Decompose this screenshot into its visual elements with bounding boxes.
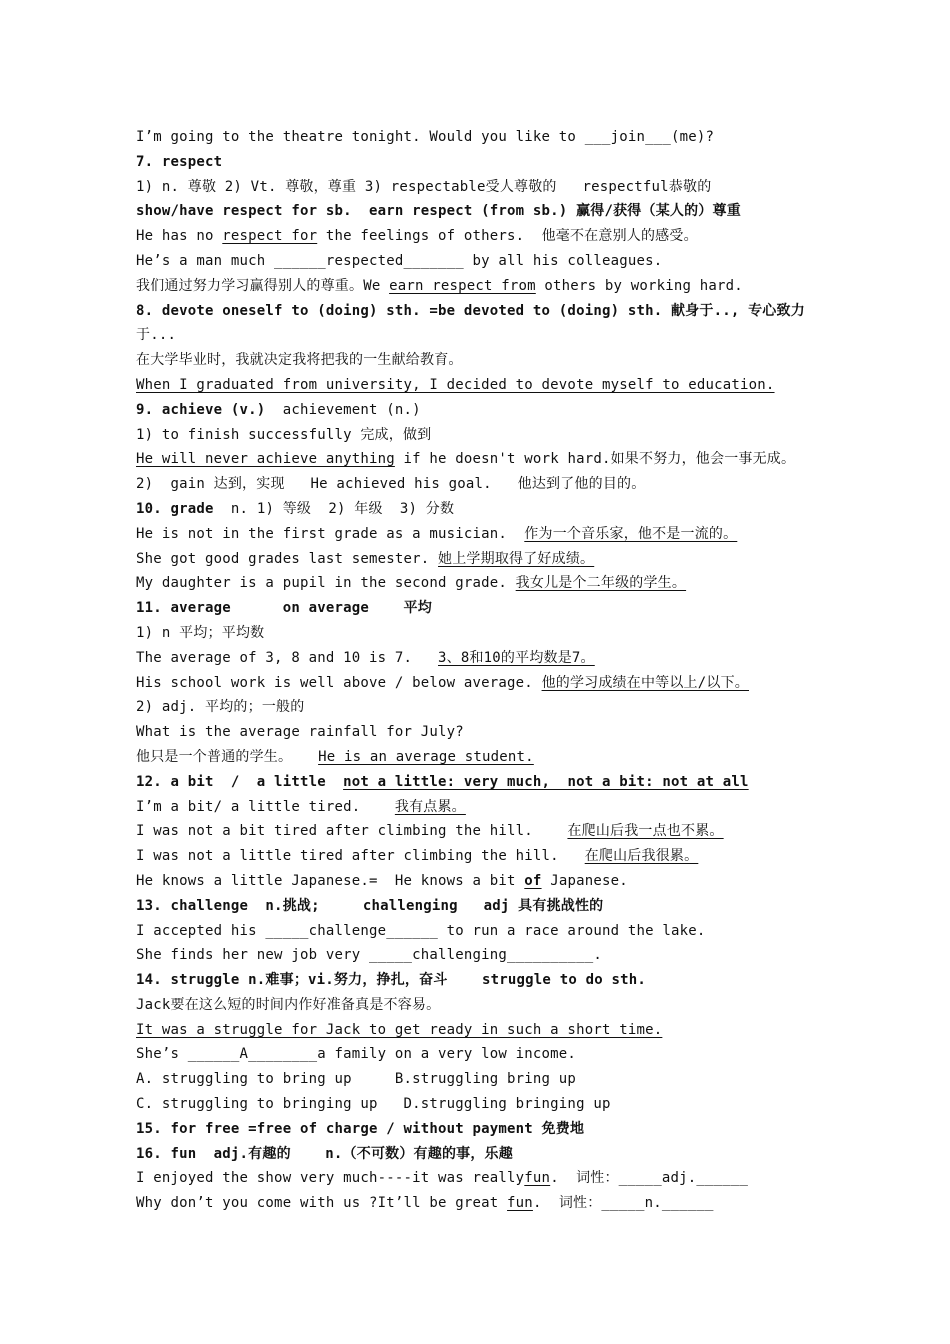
section-heading — [136, 894, 826, 919]
text-line — [136, 646, 826, 671]
text-line — [136, 249, 826, 274]
text-segment: It was a struggle for Jack to get ready in such a short time. — [136, 1021, 663, 1038]
text-segment: I was not a little tired after climbing the hill. — [136, 848, 585, 865]
text-segment: 3、8和10的平均数是7。 — [438, 649, 595, 666]
text-segment: He has no — [136, 228, 223, 245]
text-segment: 在大学毕业时，我就决定我将把我的一生献给教育。 — [136, 352, 463, 369]
text-line — [136, 1191, 826, 1216]
text-segment: She got good grades last semester. — [136, 550, 439, 567]
text-segment: 9. achieve (v.) — [136, 401, 266, 418]
text-segment: fun — [524, 1170, 551, 1187]
text-segment: I enjoyed the show very much----it was really — [136, 1170, 525, 1187]
text-line — [136, 1067, 826, 1092]
text-line — [136, 398, 826, 423]
text-segment: He knows a little Japanese.= He knows a bit — [136, 872, 525, 889]
text-segment: of — [524, 872, 542, 889]
text-line — [136, 1042, 826, 1067]
text-segment: Jack要在这么短的时间内作好准备真是不容易。 — [136, 996, 441, 1013]
text-segment: 于... — [136, 327, 177, 344]
text-segment: When I graduated from university, I decided to devote myself to education. — [136, 376, 775, 393]
section-heading — [136, 1142, 826, 1167]
text-segment: 8. devote oneself to (doing) sth. =be devoted to (doing) sth. 献身于.., 专心致力 — [136, 302, 805, 319]
text-line — [136, 348, 826, 373]
text-line — [136, 323, 826, 348]
text-segment: 15. for free =free of charge / without payment 免费地 — [136, 1120, 585, 1137]
text-segment: fun — [507, 1195, 533, 1212]
text-segment: achievement (n.) — [265, 401, 421, 418]
text-segment: show/have respect for sb. earn respect (from sb.) 赢得/获得（某人的）尊重 — [136, 203, 741, 220]
document-body — [136, 125, 826, 1216]
text-segment: I was not a bit tired after climbing the hill. — [136, 823, 568, 840]
text-segment: 1) to finish successfully 完成，做到 — [136, 426, 432, 443]
text-segment: My daughter is a pupil in the second grade. — [136, 575, 516, 592]
text-line — [136, 274, 826, 299]
text-segment: . 词性：_____n.______ — [532, 1195, 714, 1212]
text-line — [136, 993, 826, 1018]
text-segment: Why don’t you come with us ?It’ll be great — [136, 1195, 508, 1212]
text-line — [136, 224, 826, 249]
text-line — [136, 943, 826, 968]
text-line — [136, 1092, 826, 1117]
text-segment: not a little: very much, not a bit: not at all — [343, 773, 749, 790]
text-segment: I’m going to the theatre tonight. Would you like to ___join___(me)? — [136, 129, 715, 145]
text-segment: 在爬山后我一点也不累。 — [567, 823, 724, 840]
text-segment: 14. struggle n.难事；vi.努力，挣扎，奋斗 struggle to do sth. — [136, 972, 646, 989]
text-segment: 她上学期取得了好成绩。 — [438, 550, 595, 567]
text-segment: the feelings of others. 他毫不在意别人的感受。 — [317, 228, 698, 245]
text-segment: 他只是一个普通的学生。 — [136, 748, 319, 765]
text-line — [136, 472, 826, 497]
text-segment: 7. respect — [136, 153, 223, 170]
section-heading — [136, 596, 826, 621]
text-line — [136, 175, 826, 200]
text-segment: She finds her new job very _____challenging__________. — [136, 947, 602, 964]
text-line — [136, 621, 826, 646]
text-segment: 16. fun adj.有趣的 n.（不可数）有趣的事，乐趣 — [136, 1145, 513, 1162]
text-segment: n. 1) 等级 2) 年级 3) 分数 — [213, 500, 455, 517]
text-segment: 作为一个音乐家，他不是一流的。 — [524, 525, 738, 542]
text-segment: earn respect from — [389, 277, 536, 294]
text-line — [136, 571, 826, 596]
text-line — [136, 795, 826, 820]
text-line — [136, 720, 826, 745]
section-heading — [136, 150, 826, 175]
text-line — [136, 819, 826, 844]
text-segment: I accepted his _____challenge______ to run a race around the lake. — [136, 922, 706, 939]
text-segment: 2) adj. 平均的；一般的 — [136, 699, 305, 716]
text-segment: A. struggling to bring up B.struggling bring up — [136, 1071, 577, 1088]
text-line — [136, 695, 826, 720]
section-heading — [136, 199, 826, 224]
text-segment: Japanese. — [541, 872, 628, 889]
text-segment: 10. grade — [136, 500, 214, 517]
text-segment: What is the average rainfall for July? — [136, 724, 464, 741]
text-line — [136, 919, 826, 944]
text-line — [136, 125, 826, 150]
text-segment: respect for — [222, 228, 318, 245]
text-line — [136, 447, 826, 472]
text-segment: 我女儿是个二年级的学生。 — [515, 575, 687, 592]
text-segment: 1) n 平均；平均数 — [136, 624, 265, 641]
text-segment: others by working hard. — [535, 277, 743, 294]
text-segment: 2) gain 达到，实现 He achieved his goal. 他达到了他的目的。 — [136, 476, 646, 493]
text-segment: The average of 3, 8 and 10 is 7. — [136, 649, 439, 666]
text-segment: His school work is well above / below average. — [136, 674, 542, 691]
text-segment: 13. challenge n.挑战; challenging adj 具有挑战性的 — [136, 897, 604, 914]
text-segment: He is an average student. — [318, 748, 534, 765]
text-segment: 1) n. 尊敬 2) Vt. 尊敬，尊重 3) respectable受人尊敬的 respectful恭敬的 — [136, 178, 712, 195]
text-segment: 11. average on average 平均 — [136, 600, 432, 617]
text-line — [136, 522, 826, 547]
text-segment: He’s a man much ______respected_______ by all his colleagues. — [136, 252, 663, 269]
text-line — [136, 745, 826, 770]
text-segment: I’m a bit/ a little tired. — [136, 798, 395, 815]
section-heading — [136, 770, 826, 795]
text-segment: She’s ______A________a family on a very low income. — [136, 1046, 577, 1063]
text-line — [136, 423, 826, 448]
text-segment: 我有点累。 — [394, 798, 466, 815]
text-segment: . 词性：_____adj.______ — [550, 1170, 749, 1187]
text-segment: 12. a bit / a little — [136, 773, 344, 790]
text-line — [136, 671, 826, 696]
text-line — [136, 844, 826, 869]
text-line — [136, 1018, 826, 1043]
text-segment: He is not in the first grade as a musician. — [136, 525, 525, 542]
text-line — [136, 497, 826, 522]
text-segment: 他的学习成绩在中等以上/以下。 — [541, 674, 749, 691]
text-segment: if he doesn't work hard.如果不努力，他会一事无成。 — [394, 451, 796, 468]
text-segment: 在爬山后我很累。 — [584, 848, 699, 865]
text-line — [136, 869, 826, 894]
text-segment: 我们通过努力学习赢得别人的尊重。We — [136, 277, 390, 294]
section-heading — [136, 1117, 826, 1142]
text-line — [136, 1166, 826, 1191]
section-heading — [136, 968, 826, 993]
text-segment: He will never achieve anything — [136, 451, 395, 468]
section-heading — [136, 299, 826, 324]
text-line — [136, 547, 826, 572]
text-segment: C. struggling to bringing up D.struggling bringing up — [136, 1096, 611, 1113]
text-line — [136, 373, 826, 398]
